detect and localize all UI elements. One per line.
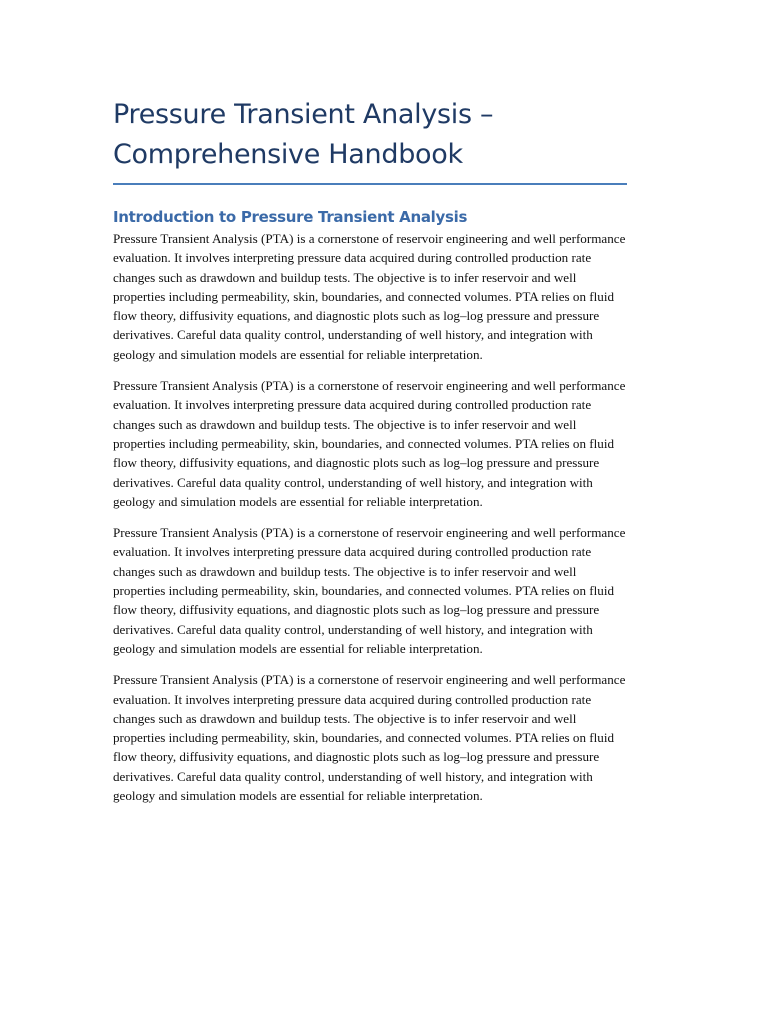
title-underline-rule <box>113 183 627 185</box>
document-title: Pressure Transient Analysis – Comprehensive Handbook <box>113 99 494 170</box>
section-heading: Introduction to Pressure Transient Analysis <box>113 208 468 226</box>
body-paragraph-2: Pressure Transient Analysis (PTA) is a cornerstone of reservoir engineering and well performance evaluation. It involves interpreting pressure data acquired during controlled production rate changes such as drawdown and buildup tests. The objective is to infer reservoir and well properties including permeability, skin, boundaries, and connected volumes. PTA relies on fluid flow theory, diffusivity equations, and diagnostic plots such as log–log pressure and pressure derivatives. Careful data quality control, understanding of well history, and integration with geology and simulation models are essential for reliable interpretation. <box>113 378 626 509</box>
body-paragraph-4: Pressure Transient Analysis (PTA) is a cornerstone of reservoir engineering and well performance evaluation. It involves interpreting pressure data acquired during controlled production rate changes such as drawdown and buildup tests. The objective is to infer reservoir and well properties including permeability, skin, boundaries, and connected volumes. PTA relies on fluid flow theory, diffusivity equations, and diagnostic plots such as log–log pressure and pressure derivatives. Careful data quality control, understanding of well history, and integration with geology and simulation models are essential for reliable interpretation. <box>113 672 626 804</box>
document-page <box>113 95 627 805</box>
body-paragraph-3: Pressure Transient Analysis (PTA) is a cornerstone of reservoir engineering and well performance evaluation. It involves interpreting pressure data acquired during controlled production rate changes such as drawdown and buildup tests. The objective is to infer reservoir and well properties including permeability, skin, boundaries, and connected volumes. PTA relies on fluid flow theory, diffusivity equations, and diagnostic plots such as log–log pressure and pressure derivatives. Careful data quality control, understanding of well history, and integration with geology and simulation models are essential for reliable interpretation. <box>113 525 626 656</box>
body-paragraph-1: Pressure Transient Analysis (PTA) is a cornerstone of reservoir engineering and well performance evaluation. It involves interpreting pressure data acquired during controlled production rate changes such as drawdown and buildup tests. The objective is to infer reservoir and well properties including permeability, skin, boundaries, and connected volumes. PTA relies on fluid flow theory, diffusivity equations, and diagnostic plots such as log–log pressure and pressure derivatives. Careful data quality control, understanding of well history, and integration with geology and simulation models are essential for reliable interpretation. <box>113 231 626 362</box>
